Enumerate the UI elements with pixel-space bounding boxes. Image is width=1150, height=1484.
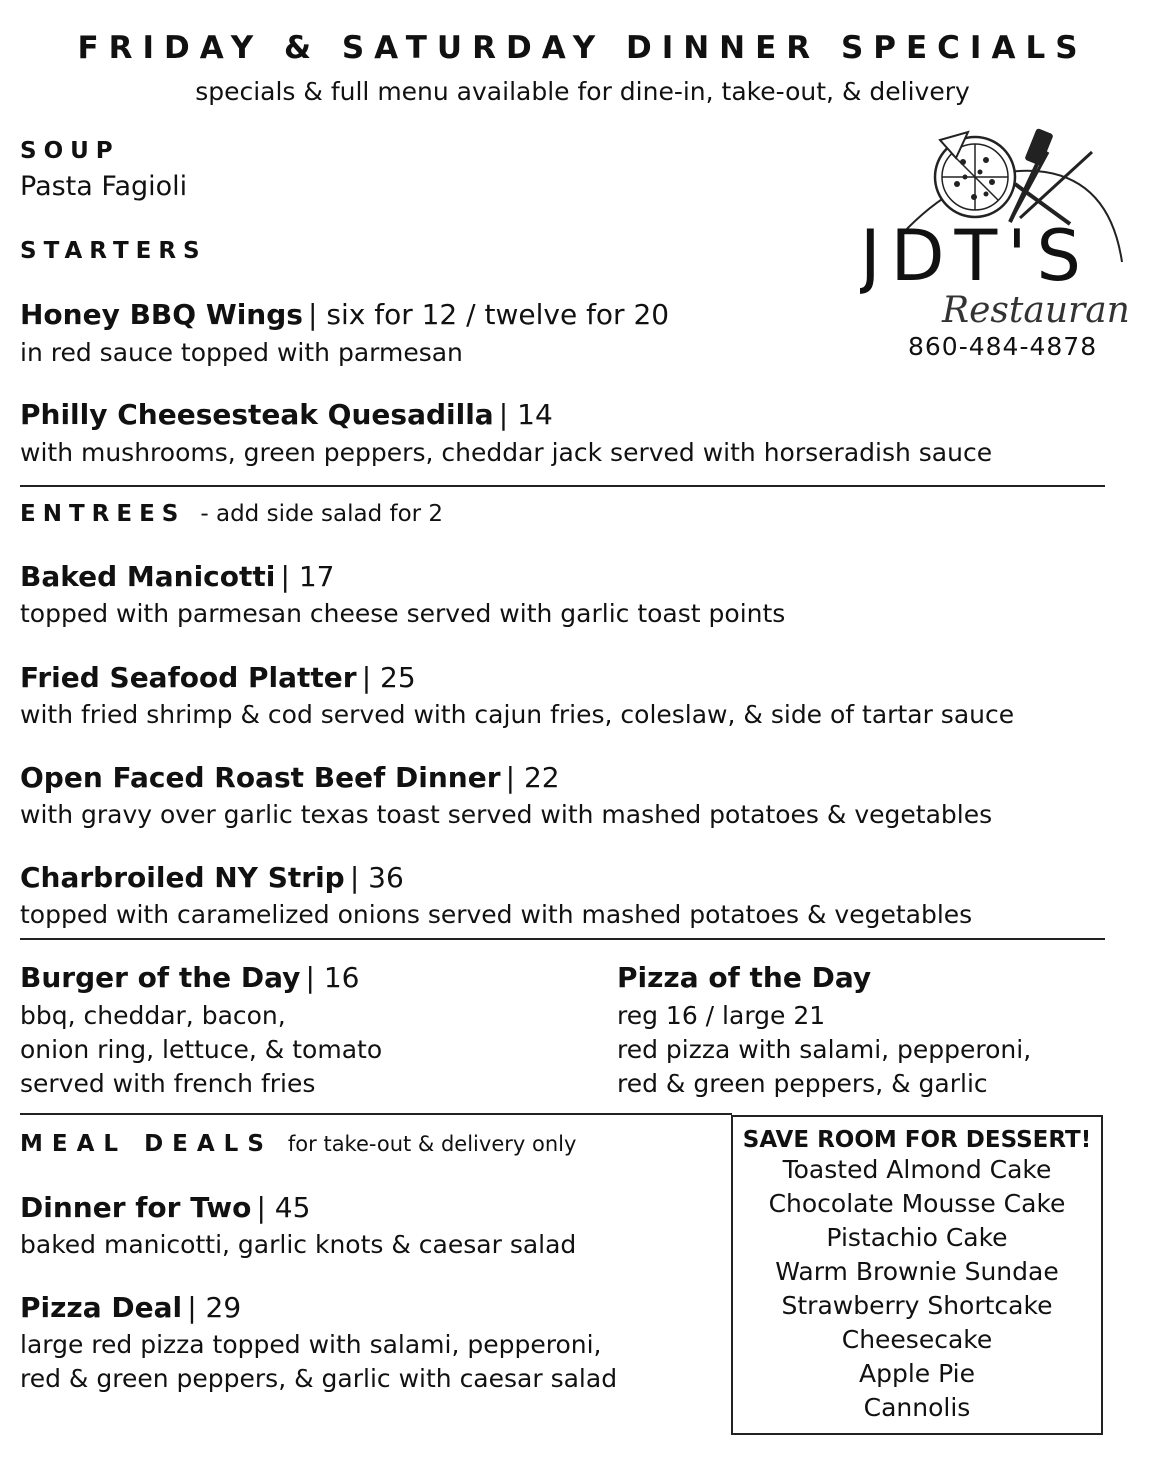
item-description: red & green peppers, & garlic with caesar salad (20, 1364, 618, 1393)
item-price: | 45 (256, 1191, 311, 1224)
entree-item (20, 661, 416, 694)
meal-deals-heading-row (20, 1131, 576, 1157)
pizza-of-the-day: Pizza of the Day (617, 961, 872, 994)
restaurant-logo (860, 122, 1130, 332)
dessert-item: Warm Brownie Sundae (775, 1257, 1059, 1286)
divider (20, 938, 1105, 940)
page-title: FRIDAY & SATURDAY DINNER SPECIALS (77, 30, 1088, 66)
dessert-item: Strawberry Shortcake (781, 1291, 1053, 1320)
item-description: baked manicotti, garlic knots & caesar salad (20, 1230, 577, 1259)
item-name: Open Faced Roast Beef Dinner (20, 761, 501, 794)
item-name: Honey BBQ Wings (20, 298, 303, 331)
page-subtitle: specials & full menu available for dine-in, take-out, & delivery (195, 77, 970, 106)
phone-number: 860-484-4878 (908, 332, 1098, 361)
item-price: | six for 12 / twelve for 20 (308, 298, 670, 331)
divider (20, 485, 1105, 487)
item-name: Baked Manicotti (20, 560, 276, 593)
meal-deal-item (20, 1191, 310, 1224)
dessert-item: Cannolis (863, 1393, 971, 1422)
meal-deal-item (20, 1291, 241, 1324)
item-name: Pizza Deal (20, 1291, 183, 1324)
item-price: | 25 (361, 661, 416, 694)
entree-item (20, 861, 404, 894)
item-description: topped with parmesan cheese served with garlic toast points (20, 599, 786, 628)
starters-heading: STARTERS (20, 238, 207, 264)
burger-of-the-day (20, 961, 360, 994)
item-description: with mushrooms, green peppers, cheddar jack served with horseradish sauce (20, 438, 993, 467)
dessert-title: SAVE ROOM FOR DESSERT! (742, 1127, 1092, 1153)
entree-item (20, 761, 560, 794)
item-price: | 22 (505, 761, 560, 794)
item-price: | 36 (349, 861, 404, 894)
pizza-line: red pizza with salami, pepperoni, (617, 1035, 1032, 1064)
item-price: | 16 (305, 961, 360, 994)
soup-item: Pasta Fagioli (20, 171, 188, 202)
item-name: Philly Cheesesteak Quesadilla (20, 398, 494, 431)
pizza-spatula-fork-icon (860, 122, 1130, 332)
item-description: topped with caramelized onions served with mashed potatoes & vegetables (20, 900, 973, 929)
item-description: large red pizza topped with salami, pepperoni, (20, 1330, 602, 1359)
item-name: Charbroiled NY Strip (20, 861, 345, 894)
entrees-heading: ENTREES (20, 501, 186, 527)
meal-deals-heading: MEAL DEALS (20, 1131, 273, 1157)
logo-script: Restaurant (942, 290, 1130, 331)
item-name: Fried Seafood Platter (20, 661, 357, 694)
dessert-item: Toasted Almond Cake (782, 1155, 1052, 1184)
logo-wordmark: JDT'S (860, 215, 1091, 297)
meal-deals-note: for take-out & delivery only (287, 1132, 577, 1156)
item-name: Burger of the Day (20, 961, 301, 994)
item-name: Dinner for Two (20, 1191, 252, 1224)
dessert-box (731, 1115, 1103, 1435)
divider (20, 1113, 732, 1115)
burger-line: served with french fries (20, 1069, 316, 1098)
starter-item (20, 398, 553, 431)
item-description: in red sauce topped with parmesan (20, 338, 463, 367)
entrees-heading-row (20, 501, 443, 527)
burger-line: onion ring, lettuce, & tomato (20, 1035, 383, 1064)
pizza-line: reg 16 / large 21 (617, 1001, 826, 1030)
item-price: | 29 (187, 1291, 242, 1324)
item-description: with gravy over garlic texas toast served with mashed potatoes & vegetables (20, 800, 993, 829)
entrees-note: - add side salad for 2 (200, 501, 444, 527)
dessert-item: Apple Pie (859, 1359, 975, 1388)
dessert-item: Pistachio Cake (826, 1223, 1008, 1252)
item-price: | 14 (498, 398, 553, 431)
dessert-item: Cheesecake (841, 1325, 993, 1354)
dessert-item: Chocolate Mousse Cake (768, 1189, 1066, 1218)
soup-heading: SOUP (20, 138, 120, 164)
entree-item (20, 560, 334, 593)
burger-line: bbq, cheddar, bacon, (20, 1001, 286, 1030)
pizza-line: red & green peppers, & garlic (617, 1069, 988, 1098)
starter-item (20, 298, 669, 331)
item-price: | 17 (280, 560, 335, 593)
item-description: with fried shrimp & cod served with cajun fries, coleslaw, & side of tartar sauce (20, 700, 1015, 729)
